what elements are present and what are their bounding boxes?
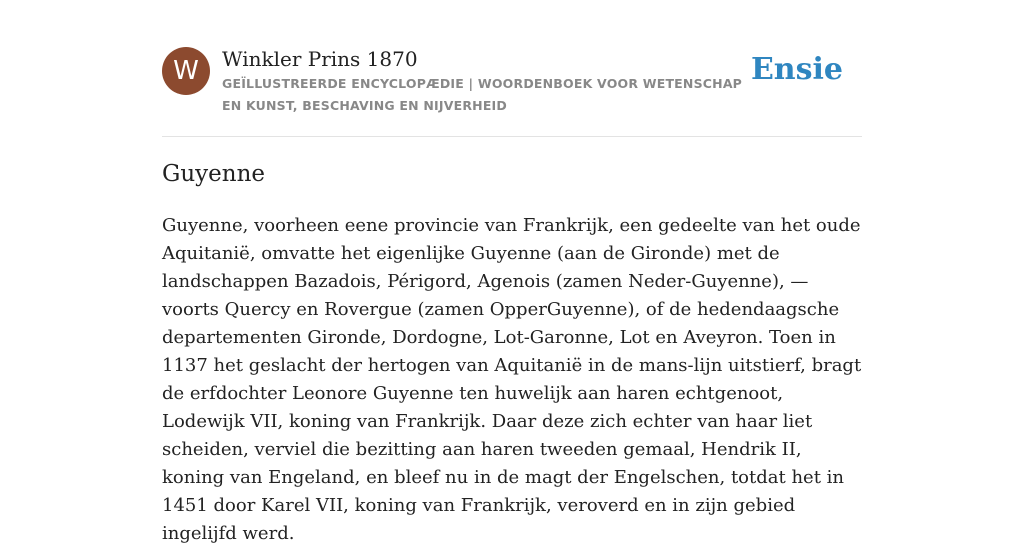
entry-body: Guyenne, voorheen eene provincie van Frankrijk, een gedeelte van het oude Aquitanië, omvatte het eigenlijke Guyenne (aan de Gironde) met de landschappen Bazadois, Périgord, Agenois (zamen Neder-Guyenne), — voorts Quercy en Rovergue (zamen OpperGuyenne), of de hedendaagsche departementen Gironde, Dordogne, Lot-Garonne, Lot en Aveyron. Toen in 1137 het geslacht der hertogen van Aquitanië in de mans-lijn uitstierf, bragt de erfdochter Leonore Guyenne ten huwelijk aan haren echtgenoot, Lodewijk VII, koning van Frankrijk. Daar deze zich echter van haar liet scheiden, verviel die bezitting aan haren tweeden gemaal, Hendrik II, koning van Engeland, en bleef nu in de magt der Engelschen, totdat het in 1451 door Karel VII, koning van Frankrijk, veroverd en in zijn gebied ingelijfd werd. <box>162 215 862 544</box>
ensie-logo[interactable]: Ensie <box>750 52 843 87</box>
source-avatar[interactable]: W <box>162 47 210 95</box>
entry-title: Guyenne <box>162 161 266 187</box>
source-title[interactable]: Winkler Prins 1870 <box>222 47 418 71</box>
source-header <box>162 44 862 137</box>
source-subtitle: GEÏLLUSTREERDE ENCYCLOPÆDIE | WOORDENBOEK VOOR WETENSCHAP EN KUNST, BESCHAVING EN NIJVERHEID <box>222 76 743 113</box>
